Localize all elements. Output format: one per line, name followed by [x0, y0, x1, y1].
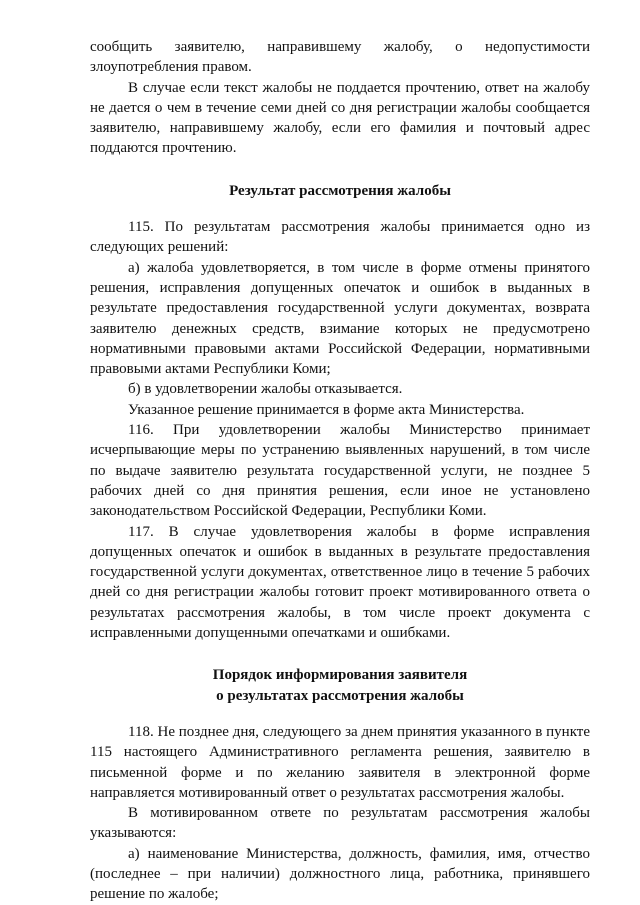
paragraph-unreadable-complaint: В случае если текст жалобы не поддается прочтению, ответ на жалобу не дается о чем в течение семи дней со дня регистрации жалобы сообщается заявителю, направившему жалобу, если его фамилия и почтовый адрес поддаются прочтению.	[90, 79, 590, 157]
paragraph-115-a: а) жалоба удовлетворяется, в том числе в форме отмены принятого решения, исправления допущенных опечаток и ошибок в выданных в результате предоставления государственной услуги документах, возврата заявителю денежных средств, взимание которых не предусмотрено нормативными правовыми актами Российской Федерации, нормативными правовыми актами Республики Коми;	[90, 259, 590, 378]
section-heading-informing-line1: Порядок информирования заявителя	[212, 667, 468, 684]
paragraph-117: 117. В случае удовлетворения жалобы в форме исправления допущенных опечаток и ошибок в выданных в результате предоставления государственной услуги документах, ответственное лицо в течение 5 рабочих дней со дня регистрации жалобы готовит проект мотивированного ответа о результатах рассмотрения жалобы, в том числе проект документа с исправленными допущенными опечатками и ошибками.	[90, 523, 590, 642]
paragraph-118: 118. Не позднее дня, следующего за днем принятия указанного в пункте 115 настоящего Административного регламента решения, заявителю в письменной форме и по желанию заявителя в электронной форме направляется мотивированный ответ о результатах рассмотрения жалобы.	[90, 723, 590, 801]
section-heading-result: Результат рассмотрения жалобы	[229, 182, 451, 199]
section-heading-informing	[90, 665, 590, 706]
paragraph-115-b: б) в удовлетворении жалобы отказывается.	[128, 381, 403, 398]
paragraph-116: 116. При удовлетворении жалобы Министерство принимает исчерпывающие меры по устранению выявленных нарушений, в том числе по выдаче заявителю результата государственной услуги, не позднее 5 рабочих дней со дня принятия решения, если иное не установлено законодательством Российской Федерации, Республики Коми.	[90, 422, 590, 520]
paragraph-115: 115. По результатам рассмотрения жалобы принимается одно из следующих решений:	[90, 219, 590, 256]
section-heading-informing-line2: о результатах рассмотрения жалобы	[216, 687, 464, 704]
paragraph-reasoned-response: В мотивированном ответе по результатам рассмотрения жалобы указываются:	[90, 805, 590, 842]
paragraph-118-a: а) наименование Министерства, должность, фамилия, имя, отчество (последнее – при наличии) должностного лица, работника, принявшего решение по жалобе;	[90, 845, 590, 903]
paragraph-decision-form: Указанное решение принимается в форме акта Министерства.	[128, 401, 525, 418]
paragraph-abuse-notice: сообщить заявителю, направившему жалобу, о недопустимости злоупотребления правом.	[90, 39, 590, 76]
